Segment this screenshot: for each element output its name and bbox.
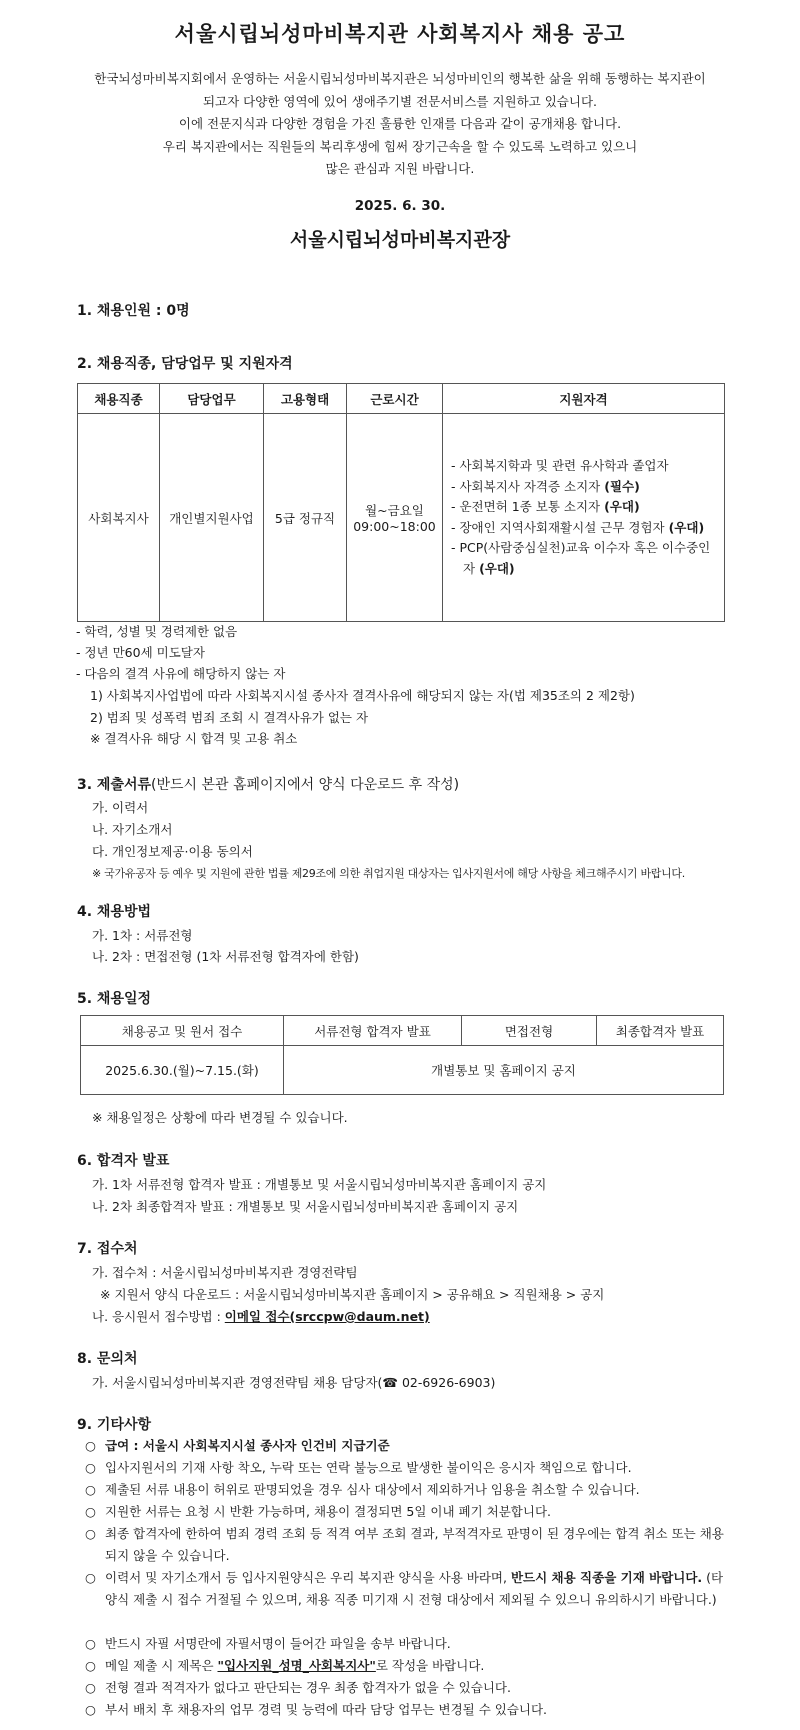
table-header: 근로시간 [347, 384, 443, 414]
intro-paragraph [0, 68, 800, 181]
job-table [77, 383, 725, 622]
table-header: 담당업무 [160, 384, 264, 414]
intro-line: 한국뇌성마비복지회에서 운영하는 서울시립뇌성마비복지관은 뇌성마비인의 행복한 삶을 위해 동행하는 복지관이 [94, 71, 706, 86]
contact-item: 가. 서울시립뇌성마비복지관 경영전략팀 채용 담당자(☎ 02-6926-6903) [92, 1375, 496, 1390]
qualification-item: - 운전면허 1종 보통 소지자 (우대) [451, 499, 640, 514]
job-cell: 사회복지사 [78, 414, 160, 622]
application-period-cell: 2025.6.30.(월)~7.15.(화) [81, 1046, 284, 1095]
table-header-row [78, 384, 725, 414]
qualifications-cell [443, 414, 725, 622]
announcement-cell: 개별통보 및 홈페이지 공지 [284, 1046, 724, 1095]
hours-time: 09:00~18:00 [353, 519, 436, 534]
hours-cell [347, 414, 443, 622]
table-header: 채용직종 [78, 384, 160, 414]
intro-line: 많은 관심과 지원 바랍니다. [325, 161, 475, 176]
table-header: 서류전형 합격자 발표 [284, 1016, 462, 1046]
notice-date: 2025. 6. 30. [354, 198, 446, 214]
table-header-row [81, 1016, 724, 1046]
qualification-item: - PCP(사람중심실천)교육 이수자 혹은 이수중인 자 (우대) [451, 540, 711, 576]
section-headcount: 1. 채용인원 : 0명 [77, 303, 190, 319]
reception-method: 나. 응시원서 접수방법 : 이메일 접수(srccpw@daum.net) [92, 1309, 430, 1324]
table-header: 최종합격자 발표 [597, 1016, 724, 1046]
hours-days: 월~금요일 [365, 503, 424, 518]
note-line: ※ 결격사유 해당 시 합격 및 고용 취소 [90, 731, 298, 746]
duty-cell: 개인별지원사업 [160, 414, 264, 622]
section-announcement-title: 6. 합격자 발표 [77, 1153, 170, 1169]
section-documents-title: 3. 제출서류(반드시 본관 홈페이지에서 양식 다운로드 후 작성) [77, 777, 460, 793]
note-line: 1) 사회복지사업법에 따라 사회복지시설 종사자 결격사유에 해당되지 않는 자(법 제35조의 2 제2항) [90, 688, 635, 703]
announcement-item: 나. 2차 최종합격자 발표 : 개별통보 및 서울시립뇌성마비복지관 홈페이지 공지 [92, 1199, 519, 1214]
table-header: 채용공고 및 원서 접수 [81, 1016, 284, 1046]
method-item: 나. 2차 : 면접전형 (1차 서류전형 합격자에 한함) [92, 949, 359, 964]
document-item: 가. 이력서 [92, 800, 149, 815]
table-row [81, 1046, 724, 1095]
reception-email-link[interactable]: 이메일 접수(srccpw@daum.net) [224, 1309, 430, 1324]
note-line: - 정년 만60세 미도달자 [76, 645, 205, 660]
schedule-table [80, 1015, 724, 1095]
note-line: - 다음의 결격 사유에 해당하지 않는 자 [76, 666, 286, 681]
notice-title: 서울시립뇌성마비복지관 사회복지사 채용 공고 [174, 22, 626, 46]
table-header: 고용형태 [264, 384, 347, 414]
intro-line: 이에 전문지식과 다양한 경험을 가진 훌륭한 인재를 다음과 같이 공개채용 합니다. [178, 116, 622, 131]
note-line: 2) 범죄 및 성폭력 범죄 조회 시 결격사유가 없는 자 [90, 710, 369, 725]
table-header: 면접전형 [462, 1016, 597, 1046]
section-job-title: 2. 채용직종, 담당업무 및 지원자격 [77, 356, 293, 372]
recruitment-notice: 서울시립뇌성마비복지관 사회복지사 채용 공고 한국뇌성마비복지회에서 운영하는 서울시립뇌성마비복지관은 뇌성마비인의 행복한 삶을 위해 동행하는 복지관이 되고자 다양한 영역에 있어 생애주기별 전문서비스를 지원하고 있습니다. 이에 전문지식과 다양한 경험을 가진 훌륭한 인재를 다음과 같이 공개채용 합니다. 우리 복지관에서는 직원들의 복리후생에 힘써 장기근속을 할 수 있도록 노력하고 있으니 많은 관심과 지원 바랍니다. 2025. 6. 30. 서울시립뇌성마비복지관장 1. 채용인원 : 0명 2. 채용직종, 담당업무 및 지원자격 채용직종 담당업무 고용형태 근로시간 지원자격 사회복지사 개인별지원사업 5급 정규직 월~금요일 09:00~18:00 - 사회복지학과 및 관련 유사학과 졸업자 - 사회복지사 자격증 소지자 (필수) - 운전면허 1종 보통 소지자 (우대) - 장애인 지역사회재활시설 근무 경험자 (우대) - PCP(사람중심실천)교육 이수자 혹은 이수중인 자 (우대) - 학력, 성별 및 경력제한 없음 - 정년 만60세 미도달자 - 다음의 결격 사유에 해당하지 않는 자 1) 사회복지사업법에 따라 사회복지시설 종사자 결격사유에 해당되지 않는 자(법 제35조의 2 제2항) 2) 범죄 및 성폭력 범죄 조회 시 결격사유가 없는 자 ※ 결격사유 해당 시 합격 및 고용 취소 3. 제출서류(반드시 본관 홈페이지에서 양식 다운로드 후 작성) 가. 이력서 나. 자기소개서 다. 개인정보제공·이용 동의서 ※ 국가유공자 등 예우 및 지원에 관한 법률 제29조에 의한 취업지원 대상자는 입사지원서에 해당 사항을 체크해주시기 바랍니다. 4. 채용방법 가. 1차 : 서류전형 나. 2차 : 면접전형 (1차 서류전형 합격자에 한함) 5. 채용일정 채용공고 및 원서 접수 서류전형 합격자 발표 면접전형 최종합격자 발표 2025.6.30.(월)~7.15.(화) 개별통보 및 홈페이지 공지 ※ 채용일정은 상황에 따라 변경될 수 있습니다. 6. 합격자 발표 가. 1차 서류전형 합격자 발표 : 개별통보 및 서울시립뇌성마비복지관 홈페이지 공지 나. 2차 최종합격자 발표 : 개별통보 및 서울시립뇌성마비복지관 홈페이지 공지 7. 접수처 가. 접수처 : 서울시립뇌성마비복지관 경영전략팀 ※ 지원서 양식 다운로드 : 서울시립뇌성마비복지관 홈페이지 > 공유해요 > 직원채용 > 공지 나. 응시원서 접수방법 : 이메일 접수(srccpw@daum.net) 8. 문의처 가. 서울시립뇌성마비복지관 경영전략팀 채용 담당자(☎ 02-6926-6903) 9. 기타사항 ○ 급여 : 서울시 사회복지시설 종사자 인건비 지급기준 ○ 입사지원서의 기재 사항 착오, 누락 또는 연락 불능으로 발생한 불이익은 응시자 책임으로 합니다. ○ 제출된 서류 내용이 허위로 판명되었을 경우 심사 대상에서 제외하거나 임용을 취소할 수 있습니다. ○ 지원한 서류는 요청 시 반환 가능하며, 채용이 결정되면 5일 이내 폐기 처분합니다. ○ 최종 합격자에 한하여 범죄 경력 조회 등 적격 여부 조회 결과, 부적격자로 판명이 된 경우에는 합격 취소 또는 채용되지 않을 수 있습니다. ○ 이력서 및 자기소개서 등 입사지원양식은 우리 복지관 양식을 사용 바라며, 반드시 채용 직종을 기재 바랍니다. (타양식 제출 시 접수 거절될 수 있으며, 채용 직종 미기재 시 전형 대상에서 제외될 수 있으니 유의하시기 바랍니다.) ○ 반드시 자필 서명란에 자필서명이 들어간 파일을 송부 바랍니다. ○ 메일 제출 시 제목은 "입사지원_성명_사회복지사"로 작성을 바랍니다. ○ 전형 결과 적격자가 없다고 판단되는 경우 최종 합격자가 없을 수 있습니다. ○ 부서 배치 후 채용자의 업무 경력 및 능력에 따라 담당 업무는 변경될 수 있습니다. [0, 0, 800, 1730]
employment-type-cell: 5급 정규직 [264, 414, 347, 622]
table-header: 지원자격 [443, 384, 725, 414]
qualification-item: - 사회복지학과 및 관련 유사학과 졸업자 [451, 458, 669, 473]
method-item: 가. 1차 : 서류전형 [92, 928, 193, 943]
signature: 서울시립뇌성마비복지관장 [289, 229, 511, 251]
document-item: 다. 개인정보제공·이용 동의서 [92, 844, 253, 859]
section-contact-title: 8. 문의처 [77, 1351, 138, 1367]
document-item: 나. 자기소개서 [92, 822, 173, 837]
qualification-item: - 사회복지사 자격증 소지자 (필수) [451, 478, 640, 494]
reception-note: ※ 지원서 양식 다운로드 : 서울시립뇌성마비복지관 홈페이지 > 공유해요 > 직원채용 > 공지 [100, 1287, 605, 1302]
section-misc-title: 9. 기타사항 [77, 1417, 152, 1433]
section-schedule-title: 5. 채용일정 [77, 991, 152, 1007]
announcement-item: 가. 1차 서류전형 합격자 발표 : 개별통보 및 서울시립뇌성마비복지관 홈페이지 공지 [92, 1177, 547, 1192]
document-note: ※ 국가유공자 등 예우 및 지원에 관한 법률 제29조에 의한 취업지원 대상자는 입사지원서에 해당 사항을 체크해주시기 바랍니다. [92, 867, 685, 880]
section-reception-title: 7. 접수처 [77, 1241, 138, 1257]
intro-line: 우리 복지관에서는 직원들의 복리후생에 힘써 장기근속을 할 수 있도록 노력하고 있으니 [162, 138, 638, 154]
section-method-title: 4. 채용방법 [77, 904, 152, 920]
intro-line: 되고자 다양한 영역에 있어 생애주기별 전문서비스를 지원하고 있습니다. [202, 93, 598, 109]
schedule-note: ※ 채용일정은 상황에 따라 변경될 수 있습니다. [92, 1110, 348, 1125]
note-line: - 학력, 성별 및 경력제한 없음 [76, 624, 238, 639]
qualification-item: - 장애인 지역사회재활시설 근무 경험자 (우대) [451, 519, 705, 535]
reception-item: 가. 접수처 : 서울시립뇌성마비복지관 경영전략팀 [92, 1265, 358, 1280]
table-row [78, 414, 725, 622]
